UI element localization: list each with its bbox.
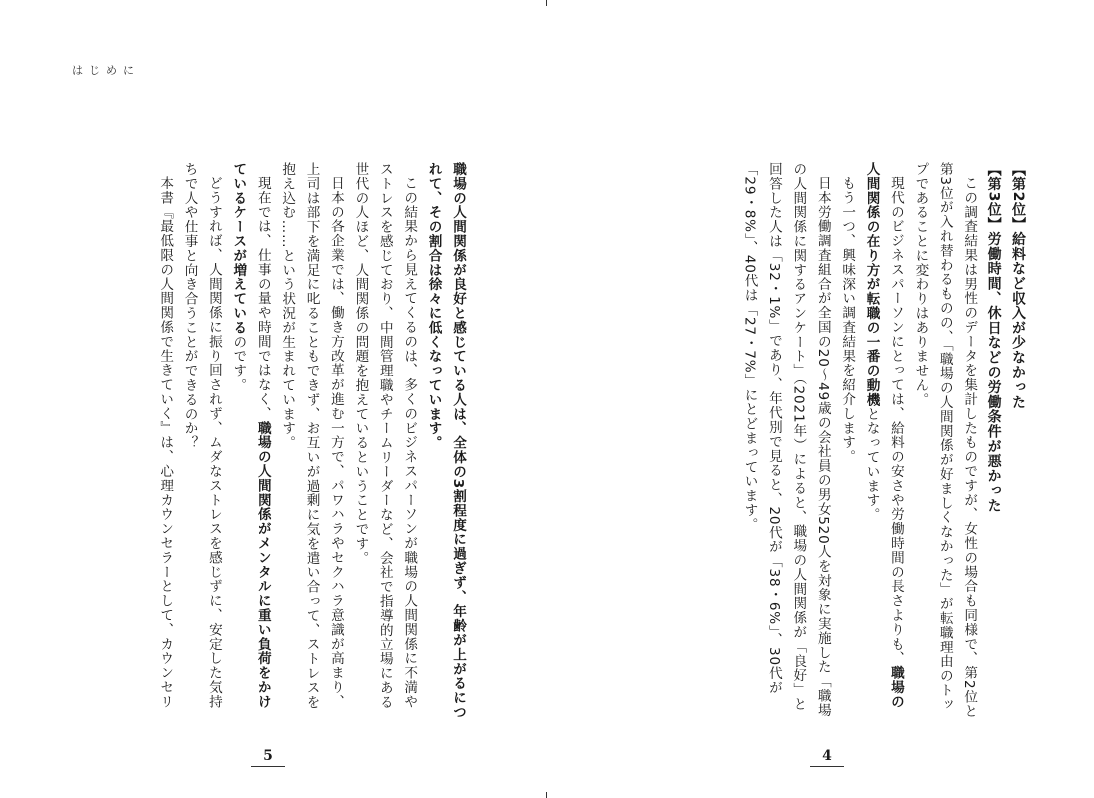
page-number: 5 xyxy=(251,748,285,767)
left-para-3: 日本の各企業では、働き方改革が進む一方で、パワハラやセクハラ意識が高まり、上司は部下を満足に叱ることもできず、お互いが過剰に気を遣い合って、ストレスを抱え込む……という状況が生まれています。 xyxy=(279,162,344,710)
right-para-2-normal: 現代のビジネスパーソンにとっては、給料の安さや労働時間の長さよりも、 xyxy=(887,175,904,666)
left-para-6: 本書『最低限の人間関係で生きていく』は、心理カウンセラーとして、カウンセリ xyxy=(157,175,174,709)
left-para-1: 職場の人間関係が良好と感じている人は、全体の3割程度に過ぎず、年齢が上がるにつれて、その割合は徐々に低くなっています。 xyxy=(425,162,466,720)
running-head: はじめに xyxy=(72,64,140,77)
right-para-2 xyxy=(859,162,908,722)
right-para-2-bold: 職場の人間関係の在り方が転職の一番の動機 xyxy=(863,162,904,709)
page-number: 4 xyxy=(810,748,844,767)
right-page-text xyxy=(635,162,1030,722)
left-para-4-normal: 現在では、仕事の量や時間ではなく、 xyxy=(254,175,271,421)
left-para-4-bold: 職場の人間関係がメンタルに重い負荷をかけているケースが増えている xyxy=(230,162,271,709)
left-para-4 xyxy=(226,162,275,722)
right-para-2-end: となっています。 xyxy=(863,406,880,523)
right-page xyxy=(547,0,1094,798)
right-para-1: この調査結果は男性のデータを集計したものですが、女性の場合も同様で、第2位と第3位が入れ替わるものの、「職場の人間関係が好ましくなかった」が転職理由のトップであることに変わりはありません。 xyxy=(912,162,978,718)
right-para-4: 日本労働調査組合が全国の20〜49歳の会社員の男女520人を対象に実施した「職場の人間関係に関するアンケート」（2021年）によると、職場の人間関係が「良好」と回答した人は「32・1%」であり、年代別で見ると、20代が「38・6%」、30代が「29・8%」、40代は「27・7%」にとどまっています。 xyxy=(741,162,831,717)
heading-rank-3: 【第3位】労働時間、休日などの労働条件が悪かった xyxy=(985,162,1002,513)
left-para-4-end: のです。 xyxy=(230,334,247,393)
heading-rank-2: 【第2位】給料など収入が少なかった xyxy=(1010,162,1026,410)
left-page-text xyxy=(75,162,470,722)
left-para-5: どうすれば、人間関係に振り回されず、ムダなストレスを感じずに、安定した気持ちで人や仕事と向き合うことができるのか？ xyxy=(181,162,222,709)
right-para-3: もう一つ、興味深い調査結果を紹介します。 xyxy=(839,175,856,464)
left-para-2: この結果から見えてくるのは、多くのビジネスパーソンが職場の人間関係に不満やストレスを感じており、中間管理職やチームリーダーなど、会社で指導的立場にある世代の人ほど、人間関係の問題を抱えているということです。 xyxy=(352,162,418,710)
